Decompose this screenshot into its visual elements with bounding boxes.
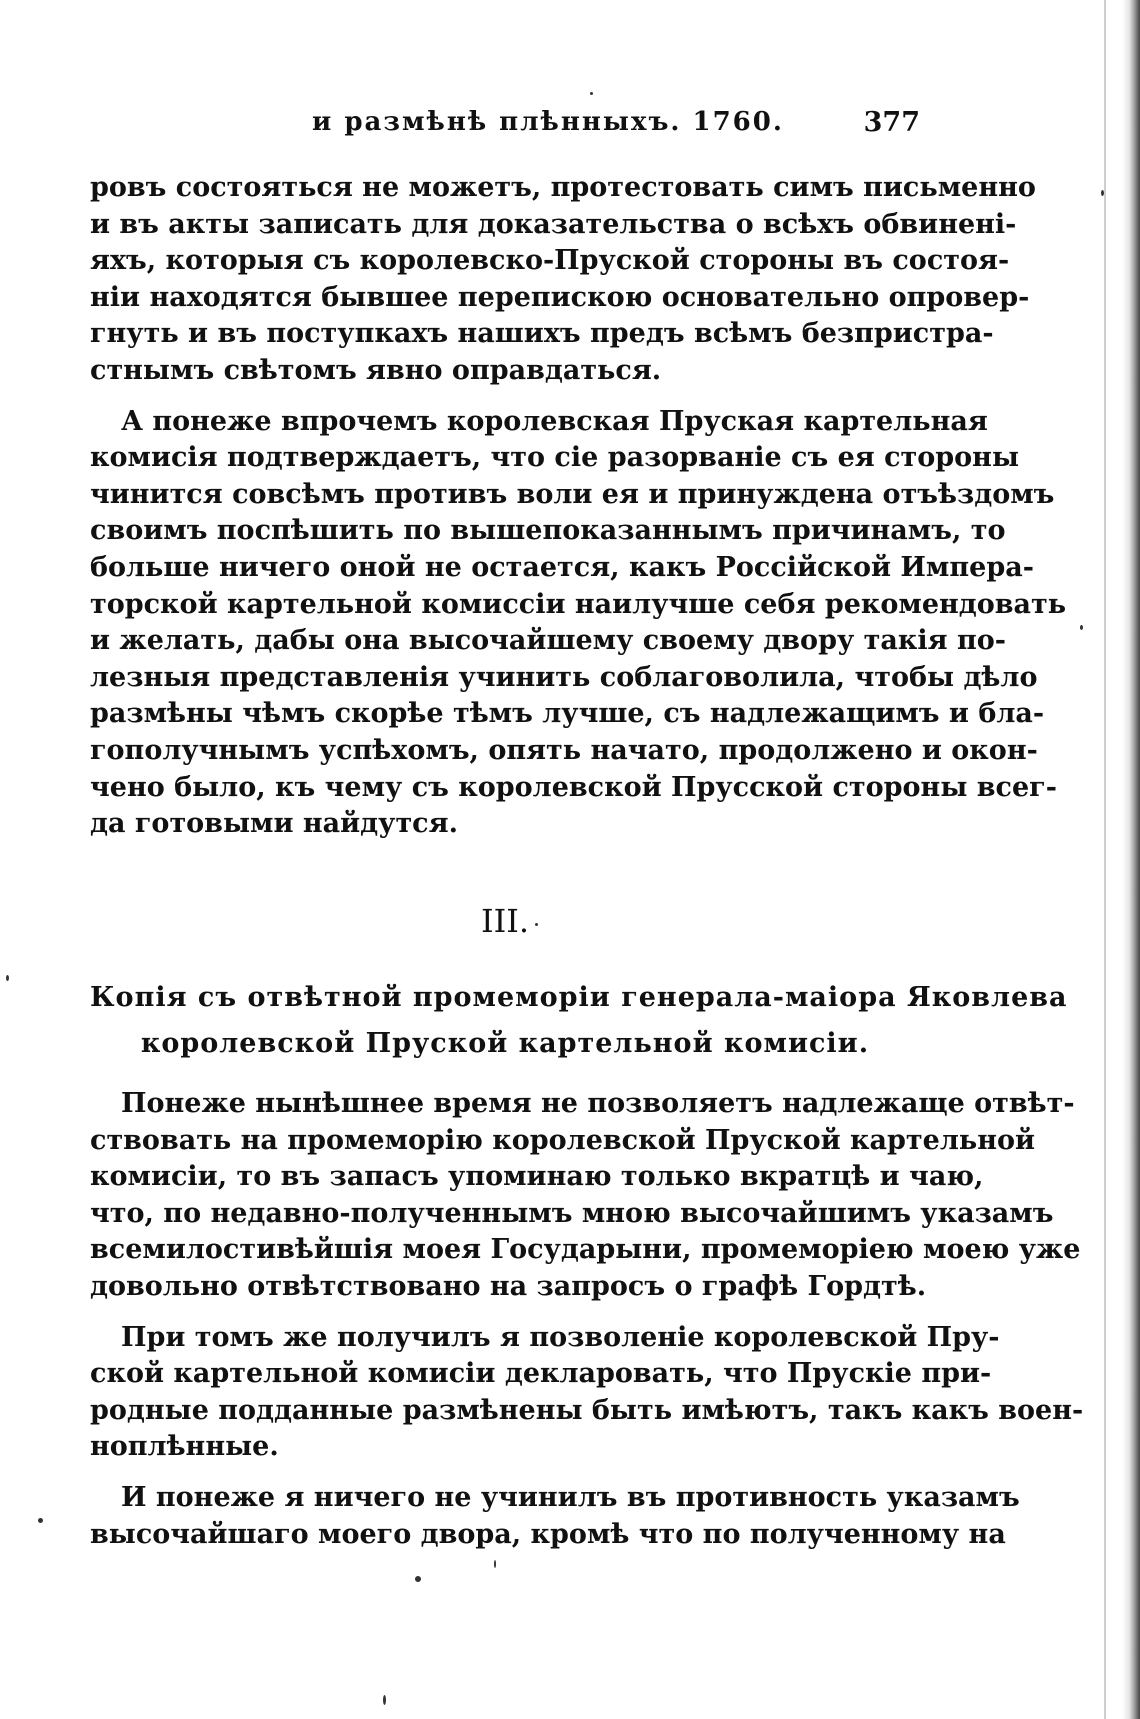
section-heading-line: Копія съ отвѣтной промеморіи генерала-маіора Яковлева xyxy=(90,982,1068,1013)
text-line: торской картельной комиссіи наилучше себя рекомендовать xyxy=(90,588,1067,620)
text-line: комисія подтверждаетъ, что сіе разорваніе съ ея стороны xyxy=(90,442,1020,474)
text-block-top xyxy=(90,170,1067,843)
scan-speck xyxy=(494,1560,496,1568)
text-line: гополучнымъ успѣхомъ, опять начато, продолжено и окон- xyxy=(90,734,1038,766)
scan-speck xyxy=(6,975,9,981)
scan-speck xyxy=(415,1576,421,1582)
page-edge-shadow xyxy=(1122,0,1140,1719)
paragraph xyxy=(90,170,1036,390)
paragraph xyxy=(90,404,1067,843)
text-line: больше ничего оной не остается, какъ Россійской Импера- xyxy=(90,551,1034,583)
text-line: высочайшаго моего двора, кромѣ что по полученному на xyxy=(90,1518,1006,1550)
text-line: гнуть и въ поступкахъ нашихъ предъ всѣмъ безпристра- xyxy=(90,318,994,350)
section-heading-line: королевской Пруской картельной комисіи. xyxy=(140,1028,870,1059)
scan-speck xyxy=(1101,190,1104,196)
text-line: А понеже впрочемъ королевская Пруская картельная xyxy=(121,405,988,437)
text-line: ровъ состояться не можетъ, протестовать симъ письменно xyxy=(90,172,1036,203)
text-line: да готовыми найдутся. xyxy=(90,808,458,840)
text-line: ствовать на промеморію королевской Пруской картельной xyxy=(90,1124,1035,1156)
text-line: комисіи, то въ запасъ упоминаю только вкратцѣ и чаю, xyxy=(90,1161,984,1193)
text-line: яхъ, которыя съ королевско-Пруской стороны въ состоя- xyxy=(90,245,1010,277)
page-number: 377 xyxy=(863,107,920,138)
scan-speck xyxy=(38,1518,43,1523)
paragraph xyxy=(90,1086,1081,1306)
text-line: чинится совсѣмъ противъ воли ея и принуждена отъѣздомъ xyxy=(90,478,1055,510)
text-block-bottom xyxy=(90,1086,1084,1553)
text-line: своимъ поспѣшить по вышепоказаннымъ причинамъ, то xyxy=(90,515,1006,547)
page-fold-line xyxy=(1104,0,1106,1719)
text-line: Понеже нынѣшнее время не позволяетъ надлежаще отвѣт- xyxy=(121,1088,1075,1119)
scan-speck xyxy=(1080,625,1083,630)
text-line: ноплѣнные. xyxy=(90,1431,279,1463)
page-header xyxy=(90,107,920,147)
text-line: размѣны чѣмъ скорѣе тѣмъ лучше, съ надлежащимъ и бла- xyxy=(90,698,1045,730)
text-line: ніи находятся бывшее перепискою основательно опровер- xyxy=(90,281,1030,313)
paragraph xyxy=(90,1320,1084,1466)
text-line: довольно отвѣтствовано на запросъ о графѣ Гордтѣ. xyxy=(90,1270,927,1302)
text-line: И понеже я ничего не учинилъ въ противность указамъ xyxy=(121,1481,1020,1513)
section-heading xyxy=(90,975,1068,1067)
running-head: и размѣнѣ плѣнныхъ. 1760. xyxy=(312,107,784,137)
scan-speck xyxy=(383,1695,386,1705)
text-line: родные подданные размѣнены быть имѣютъ, такъ какъ воен- xyxy=(90,1394,1084,1426)
text-line: стнымъ свѣтомъ явно оправдаться. xyxy=(90,354,662,386)
text-line: что, по недавно-полученнымъ мною высочайшимъ указамъ xyxy=(90,1197,1054,1229)
text-line: лезныя представленія учинить соблаговолила, чтобы дѣло xyxy=(90,661,1038,693)
text-line: и въ акты записать для доказательства о всѣхъ обвинені- xyxy=(90,208,1017,240)
section-number: III. xyxy=(480,902,530,940)
paragraph xyxy=(90,1480,1020,1553)
text-line: ской картельной комисіи декларовать, что Прускіе при- xyxy=(90,1358,992,1390)
text-line: чено было, къ чему съ королевской Прусской стороны всег- xyxy=(90,771,1057,803)
scan-speck xyxy=(535,923,538,926)
text-line: всемилостивѣйшія моея Государыни, промеморіею моею уже xyxy=(90,1234,1081,1266)
text-line: и желать, дабы она высочайшему своему двору такія по- xyxy=(90,625,1006,657)
text-line: При томъ же получилъ я позволеніе королевской Пру- xyxy=(121,1321,1000,1353)
scan-speck xyxy=(590,92,593,95)
